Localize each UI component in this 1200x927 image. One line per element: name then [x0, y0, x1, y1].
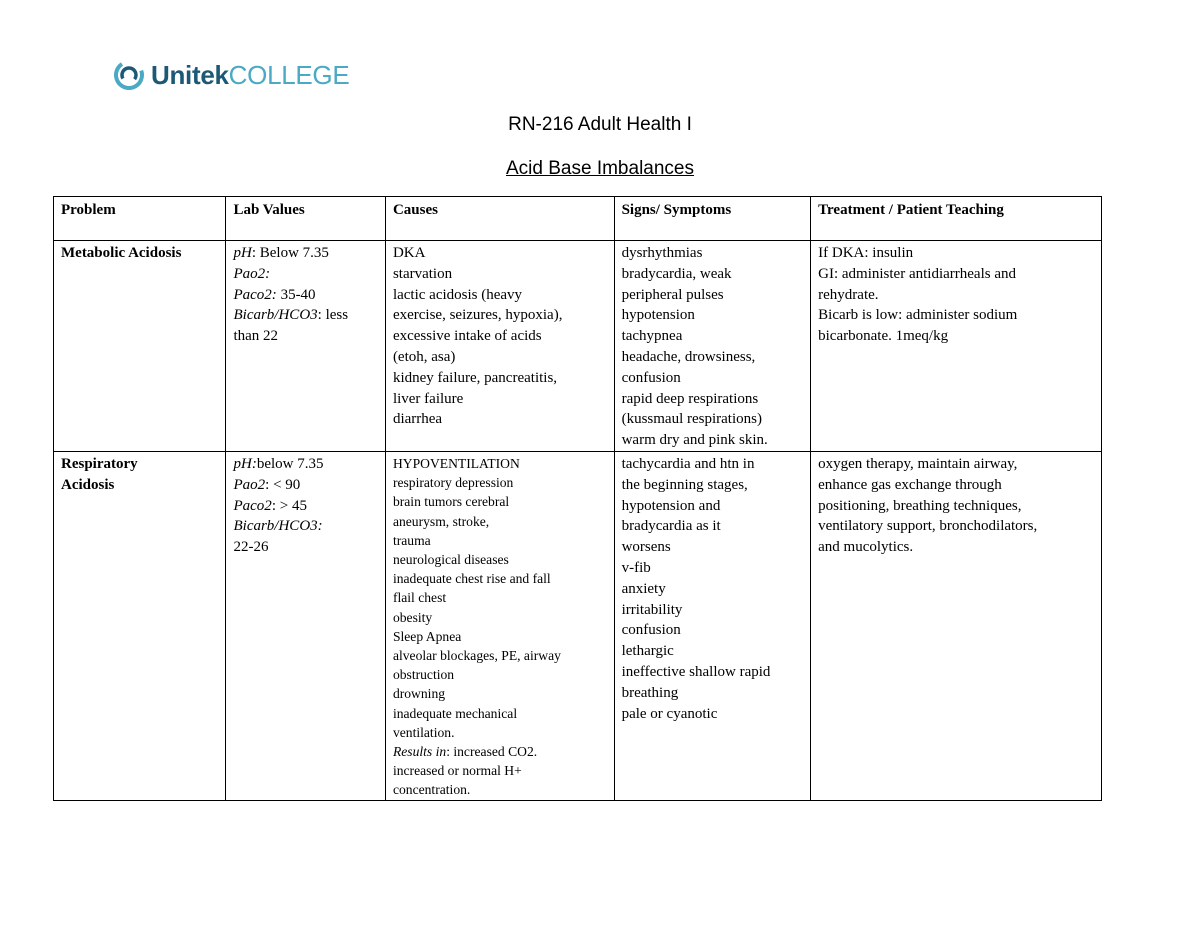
lab-bicarb-cont: than 22 — [233, 328, 279, 345]
symptom-item: bradycardia as it — [621, 518, 721, 535]
cause-item: exercise, seizures, hypoxia), — [392, 307, 563, 324]
logo-wordmark — [151, 62, 349, 88]
cause-item: (etoh, asa) — [392, 348, 456, 365]
lab-bicarb: Bicarb/HCO3: — [233, 518, 323, 535]
cause-item: Sleep Apnea — [392, 628, 462, 644]
cause-item: drowning — [392, 686, 446, 702]
header-treatment: Treatment / Patient Teaching — [811, 197, 1102, 241]
symptom-item: irritability — [621, 601, 683, 618]
cause-item: respiratory depression — [392, 475, 514, 491]
treatment-item: Bicarb is low: administer sodium — [818, 307, 1018, 324]
cause-item: inadequate mechanical — [392, 705, 518, 721]
lab-ph: pH:below 7.35 — [233, 455, 324, 472]
symptom-item: ineffective shallow rapid — [621, 663, 771, 680]
document-title: RN-216 Adult Health I — [508, 114, 692, 135]
cause-item: starvation — [392, 265, 453, 282]
treatment-item: GI: administer antidiarrheals and — [818, 265, 1016, 282]
cause-item: brain tumors cerebral — [392, 494, 510, 510]
symptom-item: hypotension — [621, 307, 695, 324]
lab-paco2: Paco2: 35-40 — [233, 286, 316, 303]
symptom-item: breathing — [621, 684, 679, 701]
symptoms-cell — [614, 451, 811, 800]
header-problem: Problem — [54, 197, 226, 241]
symptom-item: peripheral pulses — [621, 286, 724, 303]
cause-item: obstruction — [392, 667, 455, 683]
cause-item: neurological diseases — [392, 551, 509, 567]
symptom-item: (kussmaul respirations) — [621, 411, 762, 428]
header-signs-symptoms: Signs/ Symptoms — [614, 197, 811, 241]
cause-item: inadequate chest rise and fall — [392, 571, 551, 587]
symptom-item: anxiety — [621, 580, 666, 597]
cause-item: increased or normal H+ — [392, 763, 522, 779]
cause-item: aneurysm, stroke, — [392, 513, 490, 529]
treatment-item: rehydrate. — [818, 286, 879, 303]
symptom-item: hypotension and — [621, 497, 721, 514]
symptom-item: pale or cyanotic — [621, 705, 718, 722]
cause-item: DKA — [392, 245, 426, 261]
acid-base-table — [53, 196, 1102, 801]
college-logo — [113, 57, 349, 93]
symptom-item: tachypnea — [621, 328, 683, 345]
lab-pao2: Pao2: < 90 — [233, 476, 301, 493]
cause-item: alveolar blockages, PE, airway — [392, 648, 561, 663]
header-lab-values: Lab Values — [226, 197, 385, 241]
lab-bicarb: Bicarb/HCO3: less — [233, 307, 349, 324]
problem-name: Respiratory — [61, 455, 138, 472]
cause-item: excessive intake of acids — [392, 328, 542, 345]
cause-item: kidney failure, pancreatitis, — [392, 369, 558, 386]
cause-item: liver failure — [392, 390, 464, 407]
treatment-cell — [811, 451, 1102, 800]
symptom-item: dysrhythmias — [621, 245, 703, 261]
lab-bicarb-value: 22-26 — [233, 539, 269, 556]
treatment-item: positioning, breathing techniques, — [818, 497, 1022, 514]
lab-paco2: Paco2: > 45 — [233, 497, 307, 514]
table-header-row — [54, 197, 1102, 241]
symptom-item: worsens — [621, 539, 671, 556]
problem-cell — [54, 241, 226, 452]
treatment-item: oxygen therapy, maintain airway, — [818, 455, 1018, 472]
document-subtitle — [0, 158, 1200, 180]
symptom-item: rapid deep respirations — [621, 390, 759, 407]
cause-item: lactic acidosis (heavy — [392, 286, 523, 303]
cause-item: trauma — [392, 532, 431, 548]
cause-item: flail chest — [392, 590, 447, 606]
treatment-item: If DKA: insulin — [818, 245, 914, 261]
problem-name: Metabolic Acidosis — [61, 245, 182, 261]
lab-pao2: Pao2: — [233, 265, 271, 282]
cause-results: Results in: increased CO2. — [392, 744, 538, 760]
cause-item: HYPOVENTILATION — [392, 455, 520, 471]
symptom-item: v-fib — [621, 559, 651, 576]
lab-values-cell — [226, 241, 385, 452]
treatment-item: ventilatory support, bronchodilators, — [818, 518, 1038, 535]
cause-item: obesity — [392, 609, 433, 625]
causes-cell — [385, 241, 614, 452]
treatment-cell — [811, 241, 1102, 452]
table-row — [54, 451, 1102, 800]
symptom-item: lethargic — [621, 643, 674, 660]
logo-swirl-icon — [113, 59, 145, 91]
symptom-item: confusion — [621, 622, 681, 639]
treatment-item: bicarbonate. 1meq/kg — [818, 328, 949, 345]
problem-name-cont: Acidosis — [61, 476, 115, 493]
logo-brand-primary: Unitek — [151, 60, 229, 90]
symptom-item: tachycardia and htn in — [621, 455, 755, 472]
symptom-item: bradycardia, weak — [621, 265, 732, 282]
symptom-item: confusion — [621, 369, 681, 386]
logo-brand-secondary: COLLEGE — [228, 60, 350, 90]
lab-values-cell — [226, 451, 385, 800]
cause-item: diarrhea — [392, 411, 443, 428]
treatment-item: and mucolytics. — [818, 539, 914, 556]
symptom-item: warm dry and pink skin. — [621, 432, 768, 449]
treatment-item: enhance gas exchange through — [818, 476, 1002, 493]
causes-cell — [385, 451, 614, 800]
cause-item: ventilation. — [392, 724, 455, 740]
lab-ph: pH: Below 7.35 — [233, 245, 329, 261]
symptom-item: the beginning stages, — [621, 476, 748, 493]
symptoms-cell — [614, 241, 811, 452]
header-causes: Causes — [385, 197, 614, 241]
subtitle-text: Acid Base Imbalances — [506, 158, 694, 179]
cause-item: concentration. — [392, 782, 471, 798]
problem-cell — [54, 451, 226, 800]
table-row — [54, 241, 1102, 452]
symptom-item: headache, drowsiness, — [621, 348, 756, 365]
